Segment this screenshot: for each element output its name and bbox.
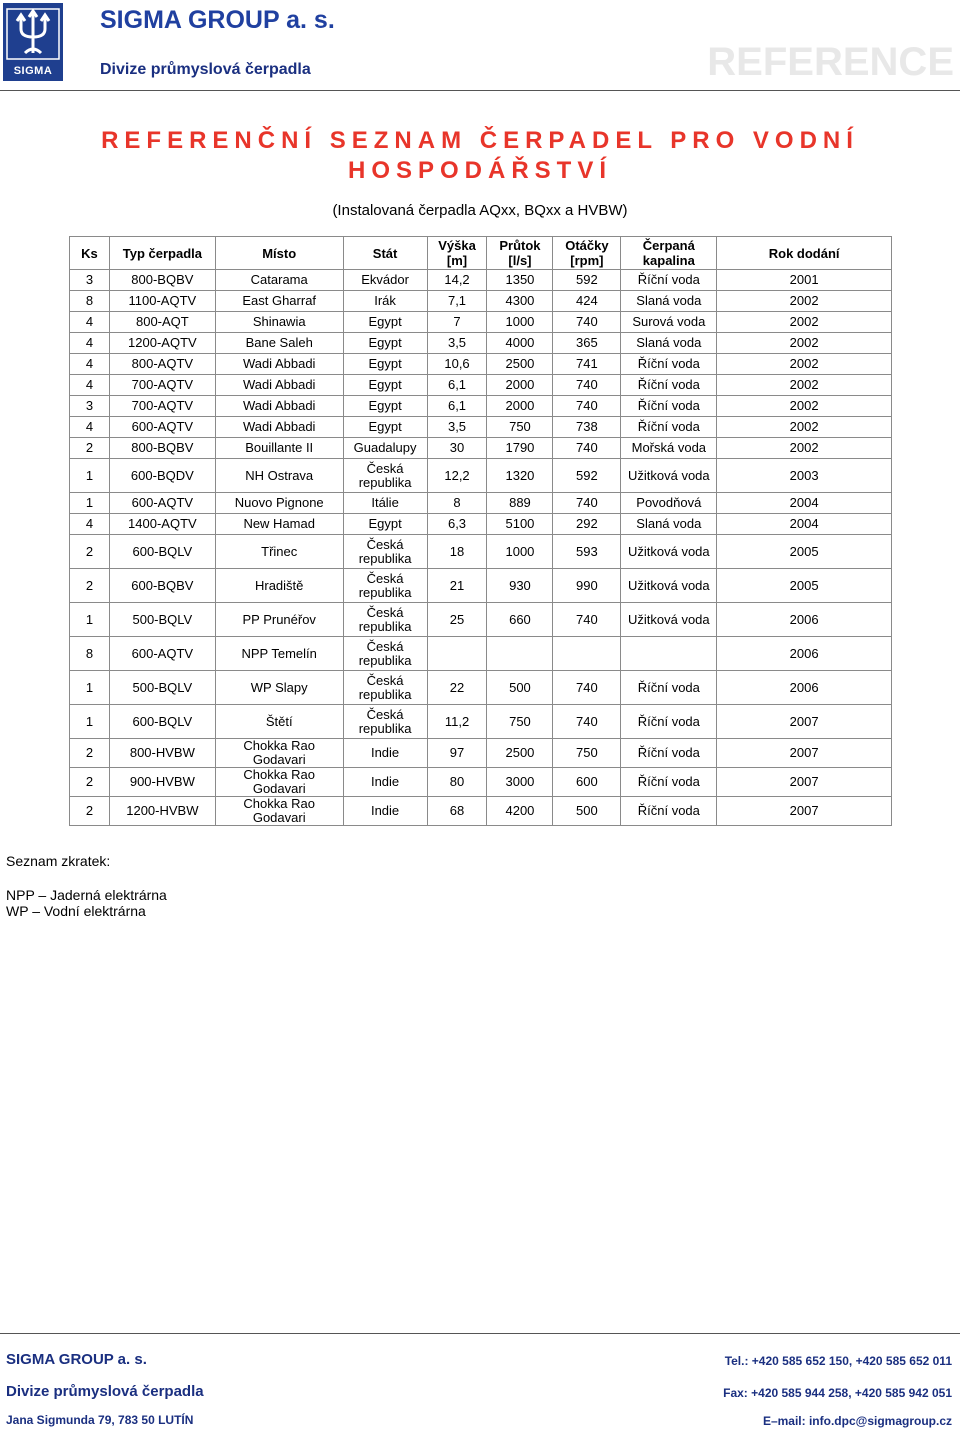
flow-cell: 2500 [487,354,553,375]
ks-cell: 8 [70,637,110,671]
year-cell: 2006 [717,671,892,705]
location-cell: Wadi Abbadi [215,396,343,417]
title-line-1: REFERENČNÍ SEZNAM ČERPADEL PRO VODNÍ [101,127,859,154]
location-cell: Bouillante II [215,438,343,459]
column-header: Místo [215,237,343,270]
abbreviations-title: Seznam zkratek: [6,853,111,869]
liquid-cell: Říční voda [621,739,717,768]
liquid-cell: Říční voda [621,671,717,705]
logo-text: SIGMA [13,65,53,77]
speed-cell: 500 [553,797,621,826]
location-cell: NPP Temelín [215,637,343,671]
country-cell: Indie [343,768,427,797]
year-cell: 2005 [717,535,892,569]
liquid-cell: Říční voda [621,354,717,375]
header-divider [0,90,960,91]
table-row [70,739,892,768]
pump-type-cell: 800-AQTV [109,354,215,375]
head-cell: 6,3 [427,514,487,535]
flow-cell: 4300 [487,291,553,312]
pump-type-cell: 900-HVBW [109,768,215,797]
flow-cell: 750 [487,705,553,739]
pump-type-cell: 600-BQBV [109,569,215,603]
footer-phone: Tel.: +420 585 652 150, +420 585 652 011 [724,1354,952,1368]
location-cell: Nuovo Pignone [215,493,343,514]
pump-type-cell: 700-AQTV [109,375,215,396]
head-cell: 7,1 [427,291,487,312]
ks-cell: 1 [70,705,110,739]
liquid-cell: Užitková voda [621,459,717,493]
head-cell: 3,5 [427,417,487,438]
table-header-row [70,237,892,270]
country-cell: Egypt [343,417,427,438]
pump-type-cell: 600-BQDV [109,459,215,493]
location-cell: Štětí [215,705,343,739]
table-row [70,417,892,438]
ks-cell: 2 [70,797,110,826]
location-cell: Bane Saleh [215,333,343,354]
year-cell: 2002 [717,438,892,459]
year-cell: 2004 [717,493,892,514]
table-row [70,569,892,603]
country-cell: Egypt [343,396,427,417]
table-row [70,637,892,671]
column-header: Stát [343,237,427,270]
head-cell: 3,5 [427,333,487,354]
flow-cell: 1000 [487,312,553,333]
head-cell: 6,1 [427,396,487,417]
liquid-cell [621,637,717,671]
speed-cell: 741 [553,354,621,375]
ks-cell: 4 [70,354,110,375]
column-header: Průtok [l/s] [487,237,553,270]
speed-cell: 292 [553,514,621,535]
year-cell: 2003 [717,459,892,493]
table-row [70,333,892,354]
flow-cell: 2500 [487,739,553,768]
year-cell: 2005 [717,569,892,603]
year-cell: 2007 [717,768,892,797]
ks-cell: 4 [70,312,110,333]
year-cell: 2002 [717,375,892,396]
table-row [70,671,892,705]
country-cell: Egypt [343,354,427,375]
ks-cell: 4 [70,417,110,438]
liquid-cell: Užitková voda [621,603,717,637]
country-cell: Irák [343,291,427,312]
liquid-cell: Mořská voda [621,438,717,459]
table-row [70,603,892,637]
ks-cell: 8 [70,291,110,312]
speed-cell: 740 [553,438,621,459]
country-cell: Česká republika [343,637,427,671]
head-cell: 18 [427,535,487,569]
footer-fax: Fax: +420 585 944 258, +420 585 942 051 [723,1386,952,1400]
location-cell: PP Prunéřov [215,603,343,637]
country-cell: Ekvádor [343,270,427,291]
location-cell: Chokka Rao Godavari [215,739,343,768]
flow-cell: 930 [487,569,553,603]
footer-company: SIGMA GROUP a. s. [6,1351,147,1368]
pump-type-cell: 1200-HVBW [109,797,215,826]
location-cell: New Hamad [215,514,343,535]
pump-type-cell: 500-BQLV [109,603,215,637]
head-cell: 11,2 [427,705,487,739]
head-cell: 30 [427,438,487,459]
flow-cell: 1320 [487,459,553,493]
column-header: Čerpaná kapalina [621,237,717,270]
ks-cell: 4 [70,514,110,535]
footer-division: Divize průmyslová čerpadla [6,1383,204,1400]
liquid-cell: Užitková voda [621,569,717,603]
head-cell: 6,1 [427,375,487,396]
head-cell: 97 [427,739,487,768]
abbreviation-item: NPP – Jaderná elektrárna [6,887,167,903]
ks-cell: 3 [70,270,110,291]
pump-type-cell: 1400-AQTV [109,514,215,535]
location-cell: Třinec [215,535,343,569]
pump-type-cell: 1100-AQTV [109,291,215,312]
footer-email: E–mail: info.dpc@sigmagroup.cz [762,1414,952,1428]
location-cell: Wadi Abbadi [215,354,343,375]
country-cell: Egypt [343,514,427,535]
location-cell: Chokka Rao Godavari [215,768,343,797]
pump-type-cell: 800-AQT [109,312,215,333]
pump-type-cell: 600-AQTV [109,637,215,671]
table-row [70,312,892,333]
ks-cell: 4 [70,333,110,354]
pump-type-cell: 600-BQLV [109,535,215,569]
table-row [70,396,892,417]
flow-cell: 4000 [487,333,553,354]
country-cell: Česká republika [343,459,427,493]
pump-type-cell: 1200-AQTV [109,333,215,354]
location-cell: NH Ostrava [215,459,343,493]
country-cell: Itálie [343,493,427,514]
year-cell: 2002 [717,291,892,312]
speed-cell: 740 [553,603,621,637]
liquid-cell: Říční voda [621,375,717,396]
speed-cell: 740 [553,396,621,417]
flow-cell [487,637,553,671]
head-cell: 25 [427,603,487,637]
ks-cell: 1 [70,671,110,705]
country-cell: Guadalupy [343,438,427,459]
flow-cell: 3000 [487,768,553,797]
country-cell: Egypt [343,333,427,354]
speed-cell: 740 [553,375,621,396]
ks-cell: 1 [70,493,110,514]
liquid-cell: Říční voda [621,768,717,797]
liquid-cell: Říční voda [621,396,717,417]
liquid-cell: Říční voda [621,417,717,438]
country-cell: Indie [343,797,427,826]
table-row [70,291,892,312]
table-row [70,438,892,459]
speed-cell: 740 [553,671,621,705]
column-header: Výška [m] [427,237,487,270]
flow-cell: 889 [487,493,553,514]
table-row [70,354,892,375]
column-header: Ks [70,237,110,270]
country-cell: Česká republika [343,535,427,569]
location-cell: Wadi Abbadi [215,417,343,438]
year-cell: 2002 [717,312,892,333]
table-row [70,797,892,826]
speed-cell: 592 [553,459,621,493]
speed-cell [553,637,621,671]
head-cell: 68 [427,797,487,826]
reference-table [69,236,892,826]
pump-type-cell: 600-BQLV [109,705,215,739]
table-body [70,270,892,826]
liquid-cell: Slaná voda [621,333,717,354]
ks-cell: 2 [70,535,110,569]
head-cell: 7 [427,312,487,333]
table-row [70,493,892,514]
location-cell: East Gharraf [215,291,343,312]
ks-cell: 2 [70,739,110,768]
table-row [70,705,892,739]
year-cell: 2007 [717,739,892,768]
speed-cell: 593 [553,535,621,569]
document-title [80,126,880,186]
column-header: Otáčky [rpm] [553,237,621,270]
head-cell: 12,2 [427,459,487,493]
year-cell: 2004 [717,514,892,535]
liquid-cell: Surová voda [621,312,717,333]
head-cell: 22 [427,671,487,705]
ks-cell: 3 [70,396,110,417]
year-cell: 2002 [717,333,892,354]
title-line-2: HOSPODÁŘSTVÍ [347,157,613,184]
pump-type-cell: 600-AQTV [109,493,215,514]
year-cell: 2007 [717,705,892,739]
flow-cell: 1350 [487,270,553,291]
country-cell: Egypt [343,375,427,396]
year-cell: 2007 [717,797,892,826]
speed-cell: 365 [553,333,621,354]
liquid-cell: Užitková voda [621,535,717,569]
pump-type-cell: 600-AQTV [109,417,215,438]
flow-cell: 500 [487,671,553,705]
table-row [70,514,892,535]
table-row [70,375,892,396]
location-cell: Hradiště [215,569,343,603]
head-cell: 8 [427,493,487,514]
location-cell: Wadi Abbadi [215,375,343,396]
liquid-cell: Říční voda [621,797,717,826]
speed-cell: 600 [553,768,621,797]
location-cell: WP Slapy [215,671,343,705]
pump-type-cell: 800-BQBV [109,438,215,459]
country-cell: Česká republika [343,705,427,739]
table-row [70,768,892,797]
abbreviation-item: WP – Vodní elektrárna [6,903,146,919]
liquid-cell: Povodňová [621,493,717,514]
flow-cell: 5100 [487,514,553,535]
location-cell: Catarama [215,270,343,291]
table-row [70,535,892,569]
location-cell: Shinawia [215,312,343,333]
country-cell: Česká republika [343,671,427,705]
flow-cell: 1790 [487,438,553,459]
ks-cell: 2 [70,569,110,603]
year-cell: 2006 [717,603,892,637]
liquid-cell: Slaná voda [621,514,717,535]
ks-cell: 4 [70,375,110,396]
liquid-cell: Říční voda [621,705,717,739]
location-cell: Chokka Rao Godavari [215,797,343,826]
flow-cell: 660 [487,603,553,637]
division-name: Divize průmyslová čerpadla [100,61,311,78]
country-cell: Česká republika [343,603,427,637]
pump-type-cell: 700-AQTV [109,396,215,417]
ks-cell: 1 [70,459,110,493]
flow-cell: 750 [487,417,553,438]
flow-cell: 4200 [487,797,553,826]
document-subtitle: (Instalovaná čerpadla AQxx, BQxx a HVBW) [332,202,628,219]
year-cell: 2001 [717,270,892,291]
head-cell: 14,2 [427,270,487,291]
pump-type-cell: 800-HVBW [109,739,215,768]
reference-watermark: REFERENCE [707,40,954,84]
pump-type-cell: 800-BQBV [109,270,215,291]
table-row [70,270,892,291]
trident-icon [3,3,63,63]
flow-cell: 2000 [487,375,553,396]
column-header: Typ čerpadla [109,237,215,270]
ks-cell: 1 [70,603,110,637]
liquid-cell: Říční voda [621,270,717,291]
speed-cell: 738 [553,417,621,438]
country-cell: Česká republika [343,569,427,603]
flow-cell: 2000 [487,396,553,417]
footer-address: Jana Sigmunda 79, 783 50 LUTÍN [6,1413,194,1427]
speed-cell: 750 [553,739,621,768]
company-name: SIGMA GROUP a. s. [100,6,335,34]
year-cell: 2006 [717,637,892,671]
head-cell: 10,6 [427,354,487,375]
head-cell: 21 [427,569,487,603]
speed-cell: 740 [553,705,621,739]
speed-cell: 740 [553,493,621,514]
year-cell: 2002 [717,417,892,438]
table-row [70,459,892,493]
head-cell: 80 [427,768,487,797]
footer-divider [0,1333,960,1334]
country-cell: Indie [343,739,427,768]
company-logo [3,3,63,81]
liquid-cell: Slaná voda [621,291,717,312]
ks-cell: 2 [70,768,110,797]
speed-cell: 990 [553,569,621,603]
year-cell: 2002 [717,396,892,417]
speed-cell: 424 [553,291,621,312]
head-cell [427,637,487,671]
column-header: Rok dodání [717,237,892,270]
year-cell: 2002 [717,354,892,375]
country-cell: Egypt [343,312,427,333]
pump-type-cell: 500-BQLV [109,671,215,705]
speed-cell: 740 [553,312,621,333]
flow-cell: 1000 [487,535,553,569]
speed-cell: 592 [553,270,621,291]
ks-cell: 2 [70,438,110,459]
